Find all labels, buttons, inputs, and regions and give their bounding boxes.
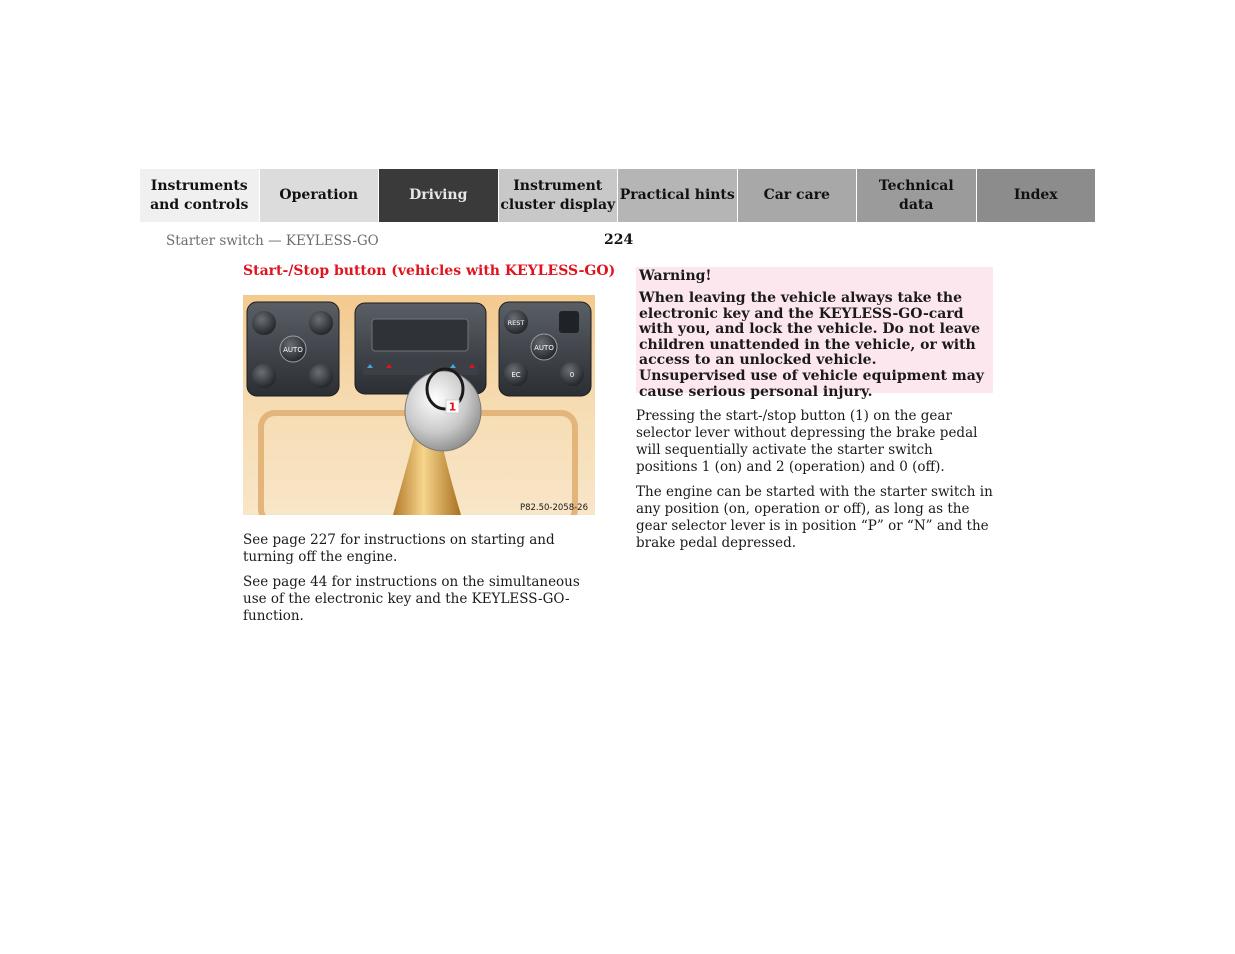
- tab-instruments-and-controls[interactable]: Instruments and controls: [140, 169, 260, 222]
- warning-box: [636, 267, 993, 400]
- chapter-tabs: [140, 169, 1095, 222]
- tab-instrument-cluster-display[interactable]: Instrument cluster display: [499, 169, 619, 222]
- tab-practical-hints[interactable]: Practical hints: [618, 169, 738, 222]
- tab-driving[interactable]: Driving: [379, 169, 499, 222]
- ec-button-label: EC: [511, 371, 521, 379]
- running-head: Starter switch — KEYLESS-GO: [166, 233, 379, 249]
- tab-car-care[interactable]: Car care: [738, 169, 858, 222]
- tab-index[interactable]: Index: [977, 169, 1096, 222]
- callout-1: 1: [448, 400, 457, 414]
- auto-button-right: AUTO: [534, 344, 554, 352]
- auto-button-left: AUTO: [283, 346, 303, 354]
- zero-button-label: 0: [569, 371, 575, 379]
- warning-title: Warning!: [639, 268, 712, 284]
- tab-operation[interactable]: Operation: [260, 169, 380, 222]
- section-title: Start-/Stop button (vehicles with KEYLESS-GO): [243, 263, 616, 279]
- rest-button-label: REST: [507, 319, 525, 327]
- figure-id: P82.50-2058-26: [519, 503, 588, 513]
- tab-technical-data[interactable]: Technical data: [857, 169, 977, 222]
- left-paragraph-1: See page 227 for instructions on starting and turning off the engine.: [243, 532, 555, 565]
- page-number: 224: [604, 232, 634, 248]
- gear-selector-illustration: [243, 295, 595, 515]
- right-paragraph-2: The engine can be started with the starter switch in any position (on, operation or off), as long as the gear selector lever is in position “P” or “N” and the brake pedal depressed.: [636, 484, 993, 551]
- right-paragraph-1: Pressing the start-/stop button (1) on the gear selector lever without depressing the brake pedal will sequentially activate the starter switch positions 1 (on) and 2 (operation) and 0 (off).: [636, 408, 978, 475]
- left-paragraph-2: See page 44 for instructions on the simultaneous use of the electronic key and the KEYLESS-GO-function.: [243, 574, 580, 624]
- warning-body: When leaving the vehicle always take the electronic key and the KEYLESS-GO-card with you, and lock the vehicle. Do not leave children unattended in the vehicle, or with access to an unlocked vehicle. Unsupervised use of vehicle equipment may cause serious personal injury.: [639, 290, 984, 400]
